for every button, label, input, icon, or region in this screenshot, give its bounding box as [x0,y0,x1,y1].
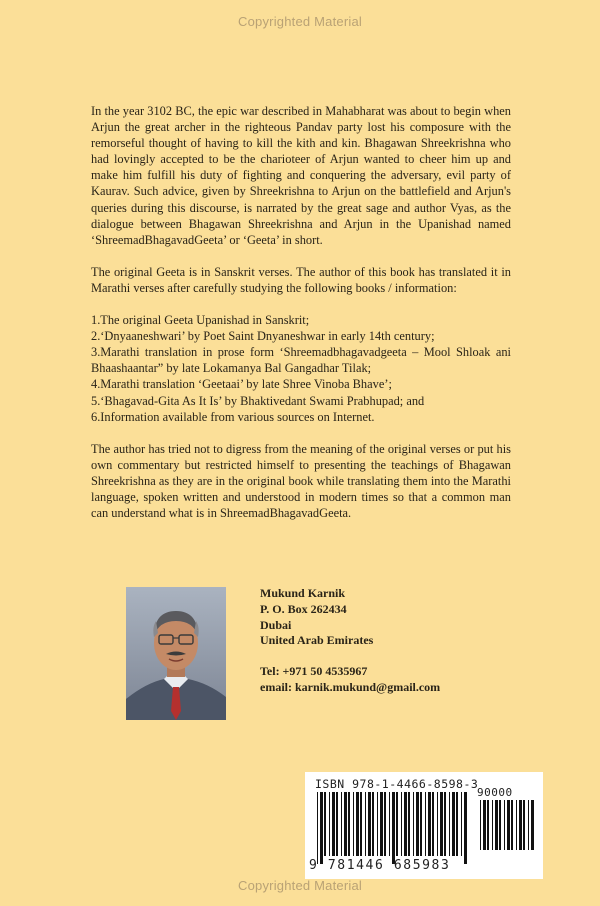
barcode-bar [425,792,426,856]
list-item: 3.Marathi translation in prose form ‘Shreemadbhagavadgeeta – Mool Shloak ani Bhaashaantar” by late Lokamanya Bal Gangadhar Tilak; [91,345,511,376]
barcode-bar [396,792,398,856]
barcode-bar [365,792,366,856]
barcode-bar [348,792,350,856]
barcode-bar [336,792,338,856]
barcode-bar [432,792,434,856]
barcode-bar [440,792,443,856]
barcode-bar [320,792,323,864]
barcode-bar [416,792,419,856]
barcode-bar [519,800,522,850]
watermark-top: Copyrighted Material [238,14,362,29]
barcode-bar [507,800,510,850]
barcode-bar [317,792,318,864]
translation-paragraph: The original Geeta is in Sanskrit verses. The author of this book has translated it in Marathi verses after carefully studying the following books / information: [91,264,511,295]
barcode-bar [444,792,446,856]
list-item: 5.‘Bhagavad-Gita As It Is’ by Bhaktivedant Swami Prabhupad; and [91,393,425,408]
barcode-bar [360,792,362,856]
list-item: 6.Information available from various sources on Internet. [91,409,375,424]
intro-paragraph: In the year 3102 BC, the epic war described in Mahabharat was about to begin when Arjun the great archer in the righteous Pandav party lost his composure with the remorseful thought of having to kill the kith and kin. Bhagawan Shreekrishna who had lovingly accepted to be the charioteer of Arjun wanted to cheer him up and make him fulfill his duty of fighting and conquering the adversary, evil party of Kaurav. Such advice, given by Shreekrishna to Arjun on the battlefield and Arjun's queries during this discourse, is narrated by the great sage and author Vyas, as the dialogue between Bhagawan Shreekrishna and Arjun in the Upanishad named ‘ShreemadBhagavadGeeta’ or ‘Geeta’ in short. [91,104,511,247]
barcode-bar [480,800,481,850]
barcode-bar [408,792,410,856]
author-name: Mukund Karnik [260,586,346,600]
barcode-bar [380,792,383,856]
watermark-bottom: Copyrighted Material [238,878,362,893]
barcode-bar [483,800,486,850]
barcode-bar [437,792,438,856]
barcode-bar [344,792,347,856]
sources-list [91,312,511,425]
barcode-bar [487,800,489,850]
isbn-text: ISBN 978-1-4466-8598-3 [315,777,479,791]
barcode-bar [389,792,390,856]
barcode-bar [332,792,335,856]
author-contact [260,586,440,696]
barcode-bar [511,800,513,850]
barcode-bar [420,792,422,856]
closing-paragraph: The author has tried not to digress from the meaning of the original verses or put his own commentary but restricted himself to presenting the teachings of Bhagawan Shreekrishna as they are in the original book while translating them into the Marathi language, spoken written and understood in modern times so that a common man can understand what is in ShreemadBhagavadGeeta. [91,441,511,521]
list-item: 2.‘Dnyaaneshwari’ by Poet Saint Dnyaneshwar in early 14th century; [91,329,435,344]
list-item: 1.The original Geeta Upanishad in Sanskrit; [91,313,310,328]
ean-barcode-bars [317,792,469,864]
barcode-bar [531,800,534,850]
barcode-bar [384,792,386,856]
author-city: Dubai [260,617,292,632]
barcode-bar [456,792,458,856]
barcode-bar [392,792,395,864]
barcode-bar [495,800,498,850]
barcode-bar [372,792,374,856]
isbn-barcode [305,772,543,879]
barcode-bar [499,800,501,850]
barcode-bar [404,792,407,856]
barcode-bar [401,792,402,856]
author-po-box: P. O. Box 262434 [260,601,347,616]
barcode-bar [461,792,462,856]
barcode-bar [353,792,354,856]
barcode-bar [324,792,326,856]
author-phone: Tel: +971 50 4535967 [260,664,368,679]
barcode-bar [523,800,525,850]
list-item: 4.Marathi translation ‘Geetaai’ by late Shree Vinoba Bhave’; [91,377,392,392]
barcode-bar [528,800,529,850]
barcode-bar [516,800,517,850]
author-email: email: karnik.mukund@gmail.com [260,679,441,694]
barcode-bar [413,792,414,856]
barcode-bar [368,792,371,856]
author-country: United Arab Emirates [260,633,374,648]
barcode-bar [452,792,455,856]
back-cover-text [91,103,511,537]
barcode-bar [356,792,359,856]
price-code: 90000 [477,786,513,799]
barcode-bar [449,792,450,856]
addon-barcode-bars [480,800,536,858]
ean-digits: 9 781446 685983 [309,858,451,873]
barcode-bar [428,792,431,856]
barcode-bar [464,792,467,864]
barcode-bar [492,800,493,850]
barcode-bar [341,792,342,856]
barcode-bar [504,800,505,850]
author-photo [126,587,226,720]
barcode-bar [377,792,378,856]
barcode-bar [329,792,330,856]
